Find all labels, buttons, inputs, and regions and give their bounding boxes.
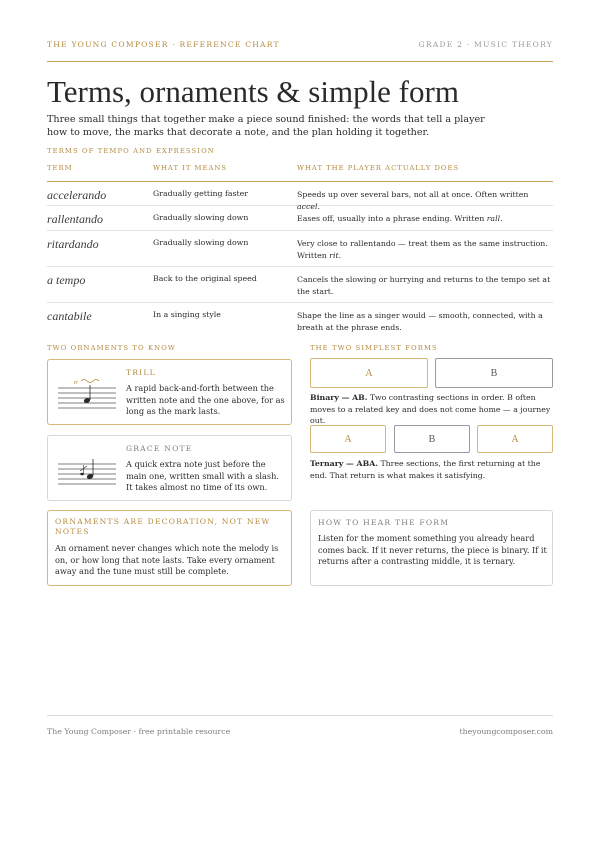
does-cell: Speeds up over several bars, not all at once. Often written accel. <box>297 190 529 211</box>
column-header-means: WHAT IT MEANS <box>153 164 227 172</box>
table-row <box>47 267 553 303</box>
top-bar <box>47 40 553 62</box>
tempo-table <box>47 162 553 339</box>
binary-section-a-box: A <box>310 358 428 388</box>
term-cell: a tempo <box>47 273 86 287</box>
hear-the-form-title: HOW TO HEAR THE FORM <box>318 518 450 527</box>
ornaments-note-box <box>47 510 292 586</box>
tempo-section-label: TERMS OF TEMPO AND EXPRESSION <box>47 147 215 155</box>
ternary-section-a-return-box: A <box>477 425 553 453</box>
means-cell: Back to the original speed <box>153 274 257 283</box>
means-cell: Gradually slowing down <box>153 213 249 222</box>
grace-note-title: GRACE NOTE <box>126 444 193 453</box>
does-cell: Very close to rallentando — treat them as the same instruction. Written rit. <box>297 239 548 260</box>
footer-website-link[interactable]: theyoungcomposer.com <box>459 727 553 736</box>
grace-note-card <box>47 435 292 501</box>
page-title: Terms, ornaments & simple form <box>47 74 459 109</box>
trill-mark: tr <box>74 380 79 386</box>
table-row <box>47 182 553 211</box>
footer <box>47 715 553 736</box>
term-cell: rallentando <box>47 212 103 226</box>
term-cell: accelerando <box>47 188 107 202</box>
hear-the-form-box <box>310 510 553 586</box>
binary-section-b-box: B <box>435 358 553 388</box>
trill-card <box>47 359 292 425</box>
column-header-does: WHAT THE PLAYER ACTUALLY DOES <box>297 164 460 172</box>
footer-credit: The Young Composer · free printable resource <box>47 727 231 736</box>
trill-description: A rapid back-and-forth between the written note and the one above, for as long as the mark lasts. <box>126 383 285 417</box>
does-cell: Shape the line as a singer would — smooth, connected, with a breath at the phrase ends. <box>297 311 543 332</box>
does-cell: Eases off, usually into a phrase ending. Written rall. <box>297 214 503 223</box>
does-cell: Cancels the slowing or hurrying and returns to the tempo set at the start. <box>297 275 551 296</box>
term-cell: cantabile <box>47 309 92 323</box>
grace-note-description: A quick extra note just before the main one, written small with a slash. It takes almost no time of its own. <box>126 459 279 493</box>
term-cell: ritardando <box>47 237 99 251</box>
ternary-section-b-box: B <box>394 425 470 453</box>
intro-paragraph: Three small things that together make a piece sound finished: the words that tell a player how to move, the marks that decorate a note, and the plan holding it together. <box>47 114 485 138</box>
forms-section-label: THE TWO SIMPLEST FORMS <box>310 344 438 352</box>
header-grade: GRADE 2 · MUSIC THEORY <box>418 40 553 49</box>
means-cell: In a singing style <box>153 310 221 319</box>
ornaments-section-label: TWO ORNAMENTS TO KNOW <box>47 344 176 352</box>
ornaments-note-body: An ornament never changes which note the melody is on, or how long that note lasts. Take every ornament away and the tune must still be complete. <box>55 543 279 577</box>
table-row <box>47 206 553 231</box>
trill-staff-icon <box>58 376 116 410</box>
ternary-section-a-box: A <box>310 425 386 453</box>
hear-the-form-body: Listen for the moment something you already heard comes back. If it never returns, the piece is binary. If it returns after a contrasting middle, it is ternary. <box>318 533 547 567</box>
ternary-description: Ternary — ABA. Three sections, the first returning at the end. That return is what makes it satisfying. <box>310 459 541 480</box>
table-row <box>47 303 553 339</box>
ornaments-note-title: ORNAMENTS ARE DECORATION, NOT NEW NOTES <box>55 517 271 536</box>
means-cell: Gradually slowing down <box>153 238 249 247</box>
binary-description: Binary — AB. Two contrasting sections in order. B often moves to a related key and does not come home — a journey out. <box>310 393 551 425</box>
reference-chart-page <box>47 0 553 849</box>
trill-title: TRILL <box>126 368 156 377</box>
column-header-term: TERM <box>47 164 73 172</box>
means-cell: Gradually getting faster <box>153 189 249 198</box>
tempo-table-header <box>47 162 553 182</box>
grace-note-staff-icon <box>58 452 116 486</box>
header-series: THE YOUNG COMPOSER · REFERENCE CHART <box>47 40 280 49</box>
table-row <box>47 231 553 267</box>
